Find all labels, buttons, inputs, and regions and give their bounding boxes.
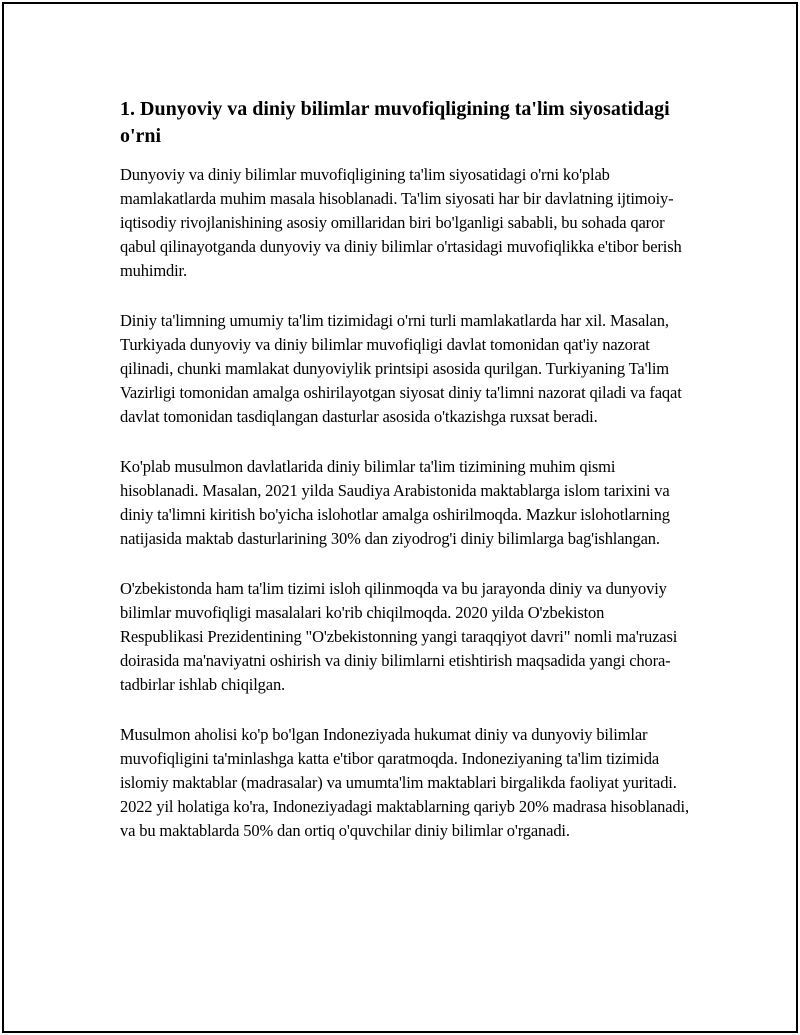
paragraph-3: Ko'plab musulmon davlatlarida diniy bilimlar ta'lim tizimining muhim qismi hisoblanadi. Masalan, 2021 yilda Saudiya Arabistonida maktablarga islom tarixini va diniy ta'limni kiritish bo'yicha islohotlar amalga oshirilmoqda. Mazkur islohotlarning natijasida maktab dasturlarining 30% dan ziyodrog'i diniy bilimlarga bag'ishlangan. — [120, 457, 670, 548]
paragraph-5: Musulmon aholisi ko'p bo'lgan Indoneziyada hukumat diniy va dunyoviy bilimlar muvofiqligini ta'minlashga katta e'tibor qaratmoqda. Indoneziyaning ta'lim tizimida islomiy maktablar (madrasalar) va umumta'lim maktablari birgalikda faoliyat yuritadi. 2022 yil holatiga ko'ra, Indoneziyadagi maktablarning qariyb 20% madrasa hisoblanadi, va bu maktablarda 50% dan ortiq o'quvchilar diniy bilimlar o'rganadi. — [120, 725, 689, 840]
document-page — [2, 2, 798, 1033]
document-body — [120, 96, 690, 869]
paragraph-1: Dunyoviy va diniy bilimlar muvofiqligining ta'lim siyosatidagi o'rni ko'plab mamlakatlarda muhim masala hisoblanadi. Ta'lim siyosati har bir davlatning ijtimoiy-iqtisodiy rivojlanishining asosiy omillaridan biri bo'lganligi sababli, bu sohada qaror qabul qilinayotganda dunyoviy va diniy bilimlar o'rtasidagi muvofiqlikka e'tibor berish muhimdir. — [120, 165, 682, 280]
paragraph-4: O'zbekistonda ham ta'lim tizimi isloh qilinmoqda va bu jarayonda diniy va dunyoviy bilimlar muvofiqligi masalalari ko'rib chiqilmoqda. 2020 yilda O'zbekiston Respublikasi Prezidentining "O'zbekistonning yangi taraqqiyot davri" nomli ma'ruzasi doirasida ma'naviyatni oshirish va diniy bilimlarni etishtirish maqsadida yangi chora-tadbirlar ishlab chiqilgan. — [120, 579, 678, 694]
section-heading: 1. Dunyoviy va diniy bilimlar muvofiqligining ta'lim siyosatidagi o'rni — [120, 98, 670, 147]
paragraph-2: Diniy ta'limning umumiy ta'lim tizimidagi o'rni turli mamlakatlarda har xil. Masalan, Turkiyada dunyoviy va diniy bilimlar muvofiqligi davlat tomonidan qat'iy nazorat qilinadi, chunki mamlakat dunyoviylik printsipi asosida qurilgan. Turkiyaning Ta'lim Vazirligi tomonidan amalga oshirilayotgan siyosat diniy ta'limni nazorat qiladi va faqat davlat tomonidan tasdiqlangan dasturlar asosida o'tkazishga ruxsat beradi. — [120, 311, 682, 426]
